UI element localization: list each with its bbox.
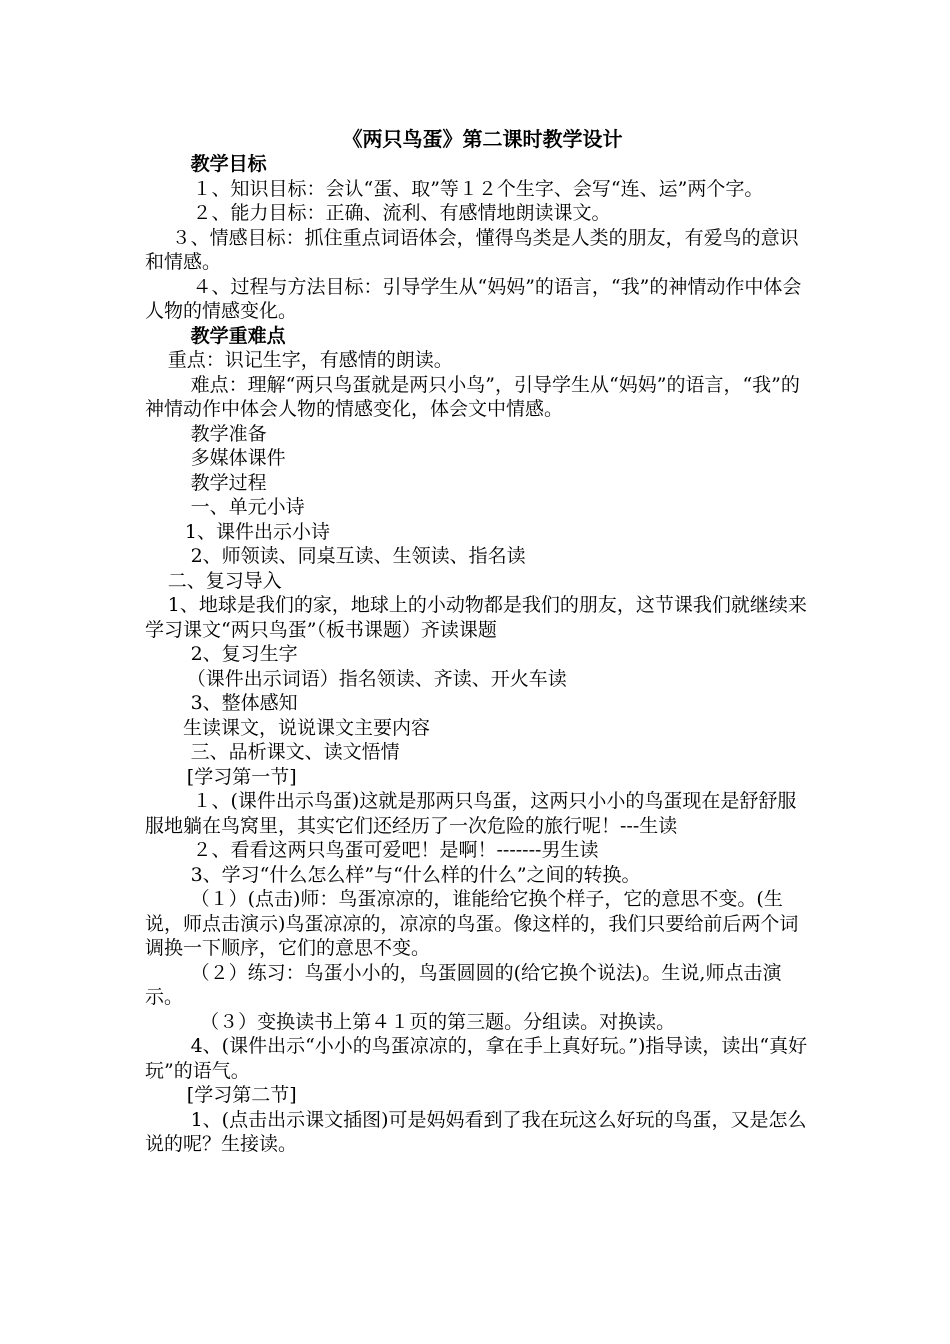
paragraph: [学习第二节] bbox=[186, 1084, 297, 1106]
paragraph: （２）练习：鸟蛋小小的，鸟蛋圆圆的(给它换个说法)。生说,师点击演示。 bbox=[145, 961, 782, 1008]
paragraph: 教学准备 bbox=[190, 422, 267, 445]
paragraph: 1、(点击出示课文插图)可是妈妈看到了我在玩这么好玩的鸟蛋，又是怎么说的呢？生接读。 bbox=[145, 1108, 807, 1155]
paragraph: 1、地球是我们的家，地球上的小动物都是我们的朋友，这节课我们就继续来学习课文“两只鸟蛋”（板书课题）齐读课题 bbox=[145, 594, 807, 641]
section-heading: 教学目标 bbox=[190, 153, 267, 175]
paragraph: 3、整体感知 bbox=[190, 692, 298, 714]
document-title: 《两只鸟蛋》第二课时教学设计 bbox=[342, 127, 623, 151]
paragraph: （课件出示词语）指名领读、齐读、开火车读 bbox=[186, 667, 567, 690]
paragraph: ２、能力目标：正确、流利、有感情地朗读课文。 bbox=[192, 202, 611, 224]
paragraph: 4、(课件出示“小小的鸟蛋凉凉的，拿在手上真好玩。”)指导读，读出“真好玩”的语气。 bbox=[145, 1035, 808, 1082]
paragraph: 生读课文，说说课文主要内容 bbox=[183, 716, 431, 739]
paragraph: 教学过程 bbox=[190, 471, 267, 494]
paragraph: 二、复习导入 bbox=[167, 569, 282, 592]
paragraph: ４、过程与方法目标：引导学生从“妈妈”的语言，“我”的神情动作中体会人物的情感变化。 bbox=[145, 275, 802, 322]
paragraph: 重点：识记生字，有感情的朗读。 bbox=[167, 349, 453, 371]
paragraph: 三、品析课文、读文悟情 bbox=[190, 741, 400, 763]
paragraph: 难点：理解“两只鸟蛋就是两只小鸟”，引导学生从“妈妈”的语言，“我”的神情动作中体会人物的情感变化，体会文中情感。 bbox=[145, 373, 800, 420]
paragraph: ３、情感目标：抓住重点词语体会，懂得鸟类是人类的朋友，有爱鸟的意识和情感。 bbox=[145, 226, 799, 273]
paragraph: 2、师领读、同桌互读、生领读、指名读 bbox=[190, 545, 526, 567]
paragraph: 3、学习“什么怎么样”与“什么样的什么”之间的转换。 bbox=[190, 863, 641, 886]
paragraph: １、(课件出示鸟蛋)这就是那两只鸟蛋，这两只小小的鸟蛋现在是舒舒服服地躺在鸟窝里，其实它们还经历了一次危险的旅行呢！---生读 bbox=[145, 790, 797, 837]
paragraph: 2、复习生字 bbox=[190, 643, 298, 665]
document-paragraphs bbox=[145, 152, 810, 1157]
paragraph: 1、课件出示小诗 bbox=[184, 520, 330, 543]
paragraph: （３）变换读书上第４１页的第三题。分组读。对换读。 bbox=[200, 1010, 676, 1033]
paragraph: （１）(点击)师：鸟蛋凉凉的，谁能给它换个样子，它的意思不变。(生说，师点击演示)鸟蛋凉凉的，凉凉的鸟蛋。像这样的，我们只要给前后两个词调换一下顺序，它们的意思不变。 bbox=[145, 888, 799, 959]
paragraph: ２、看看这两只鸟蛋可爱吧！是啊！-------男生读 bbox=[192, 839, 599, 861]
paragraph: 多媒体课件 bbox=[190, 447, 286, 469]
paragraph: １、知识目标：会认“蛋、取”等１２个生字、会写“连、运”两个字。 bbox=[192, 177, 764, 200]
paragraph: [学习第一节] bbox=[186, 765, 297, 788]
section-heading: 教学重难点 bbox=[190, 324, 286, 347]
paragraph: 一、单元小诗 bbox=[190, 496, 305, 518]
document-body bbox=[145, 126, 810, 1157]
